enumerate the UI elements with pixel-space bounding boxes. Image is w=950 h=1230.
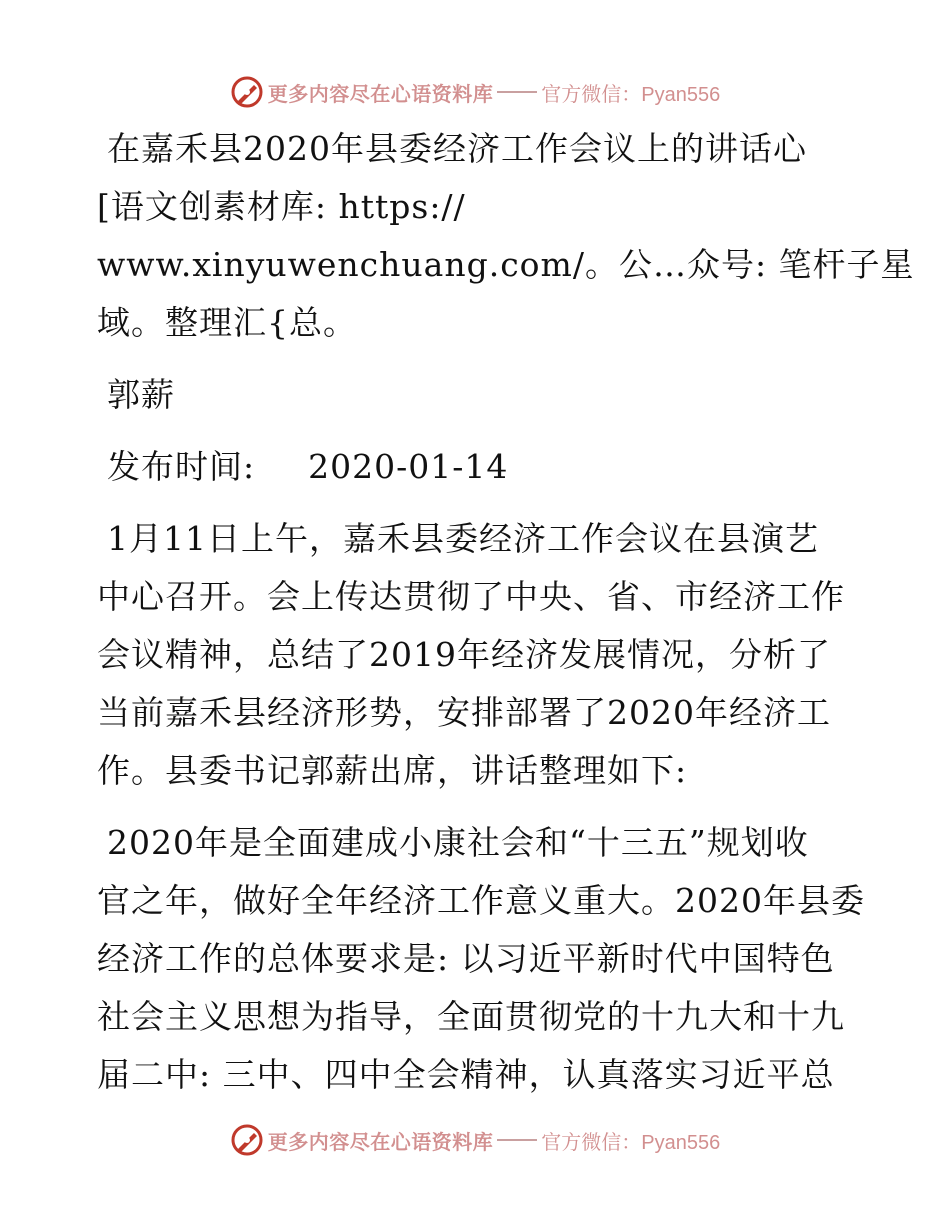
- title-line: 在嘉禾县2020年县委经济工作会议上的讲话心: [107, 129, 807, 168]
- title-line: 域。整理汇{总。: [97, 303, 357, 342]
- paragraph-line: 2020年是全面建成小康社会和“十三五”规划收: [107, 823, 809, 862]
- paragraph-1: [97, 510, 857, 800]
- document-title: [97, 120, 915, 352]
- document-body: [97, 120, 915, 1104]
- paragraph-line: 官之年，做好全年经济工作意义重大。2020年县委: [97, 881, 865, 920]
- banner-brand-text: 更多内容尽在心语资料库: [267, 1131, 494, 1154]
- paragraph-line: 作。县委书记郭薪出席，讲话整理如下:: [97, 751, 688, 790]
- banner-wechat-text: 官方微信：Pyan556: [541, 1131, 721, 1154]
- paragraph-line: 中心召开。会上传达贯彻了中央、省、市经济工作: [97, 577, 845, 616]
- banner-separator: [497, 91, 537, 93]
- paragraph-line: 社会主义思想为指导，全面贯彻党的十九大和十九: [97, 997, 845, 1036]
- paragraph-line: 1月11日上午，嘉禾县委经济工作会议在县演艺: [107, 519, 819, 558]
- publish-label: 发布时间:: [107, 447, 256, 486]
- paragraph-line: 经济工作的总体要求是: 以习近平新时代中国特色: [97, 939, 835, 978]
- paragraph-line: 届二中: 三中、四中全会精神，认真落实习近平总: [97, 1055, 835, 1094]
- banner-wechat-text: 官方微信：Pyan556: [541, 83, 721, 106]
- header-banner: [0, 72, 950, 112]
- footer-banner: [0, 1120, 950, 1160]
- paragraph-line: 会议精神，总结了2019年经济发展情况，分析了: [97, 635, 831, 674]
- author-name: 郭薪: [107, 375, 175, 414]
- banner-separator: [497, 1139, 537, 1141]
- pen-logo-icon: [230, 1123, 264, 1157]
- publish-date: 2020-01-14: [308, 447, 509, 486]
- paragraph-2: [97, 814, 865, 1104]
- title-line: [语文创素材库: https://: [97, 187, 466, 226]
- banner-brand-text: 更多内容尽在心语资料库: [267, 83, 494, 106]
- title-line: www.xinyuwenchuang.com/。公…众号: 笔杆子星: [97, 245, 915, 284]
- pen-logo-icon: [230, 75, 264, 109]
- paragraph-line: 当前嘉禾县经济形势，安排部署了2020年经济工: [97, 693, 831, 732]
- publish-info: [97, 438, 857, 496]
